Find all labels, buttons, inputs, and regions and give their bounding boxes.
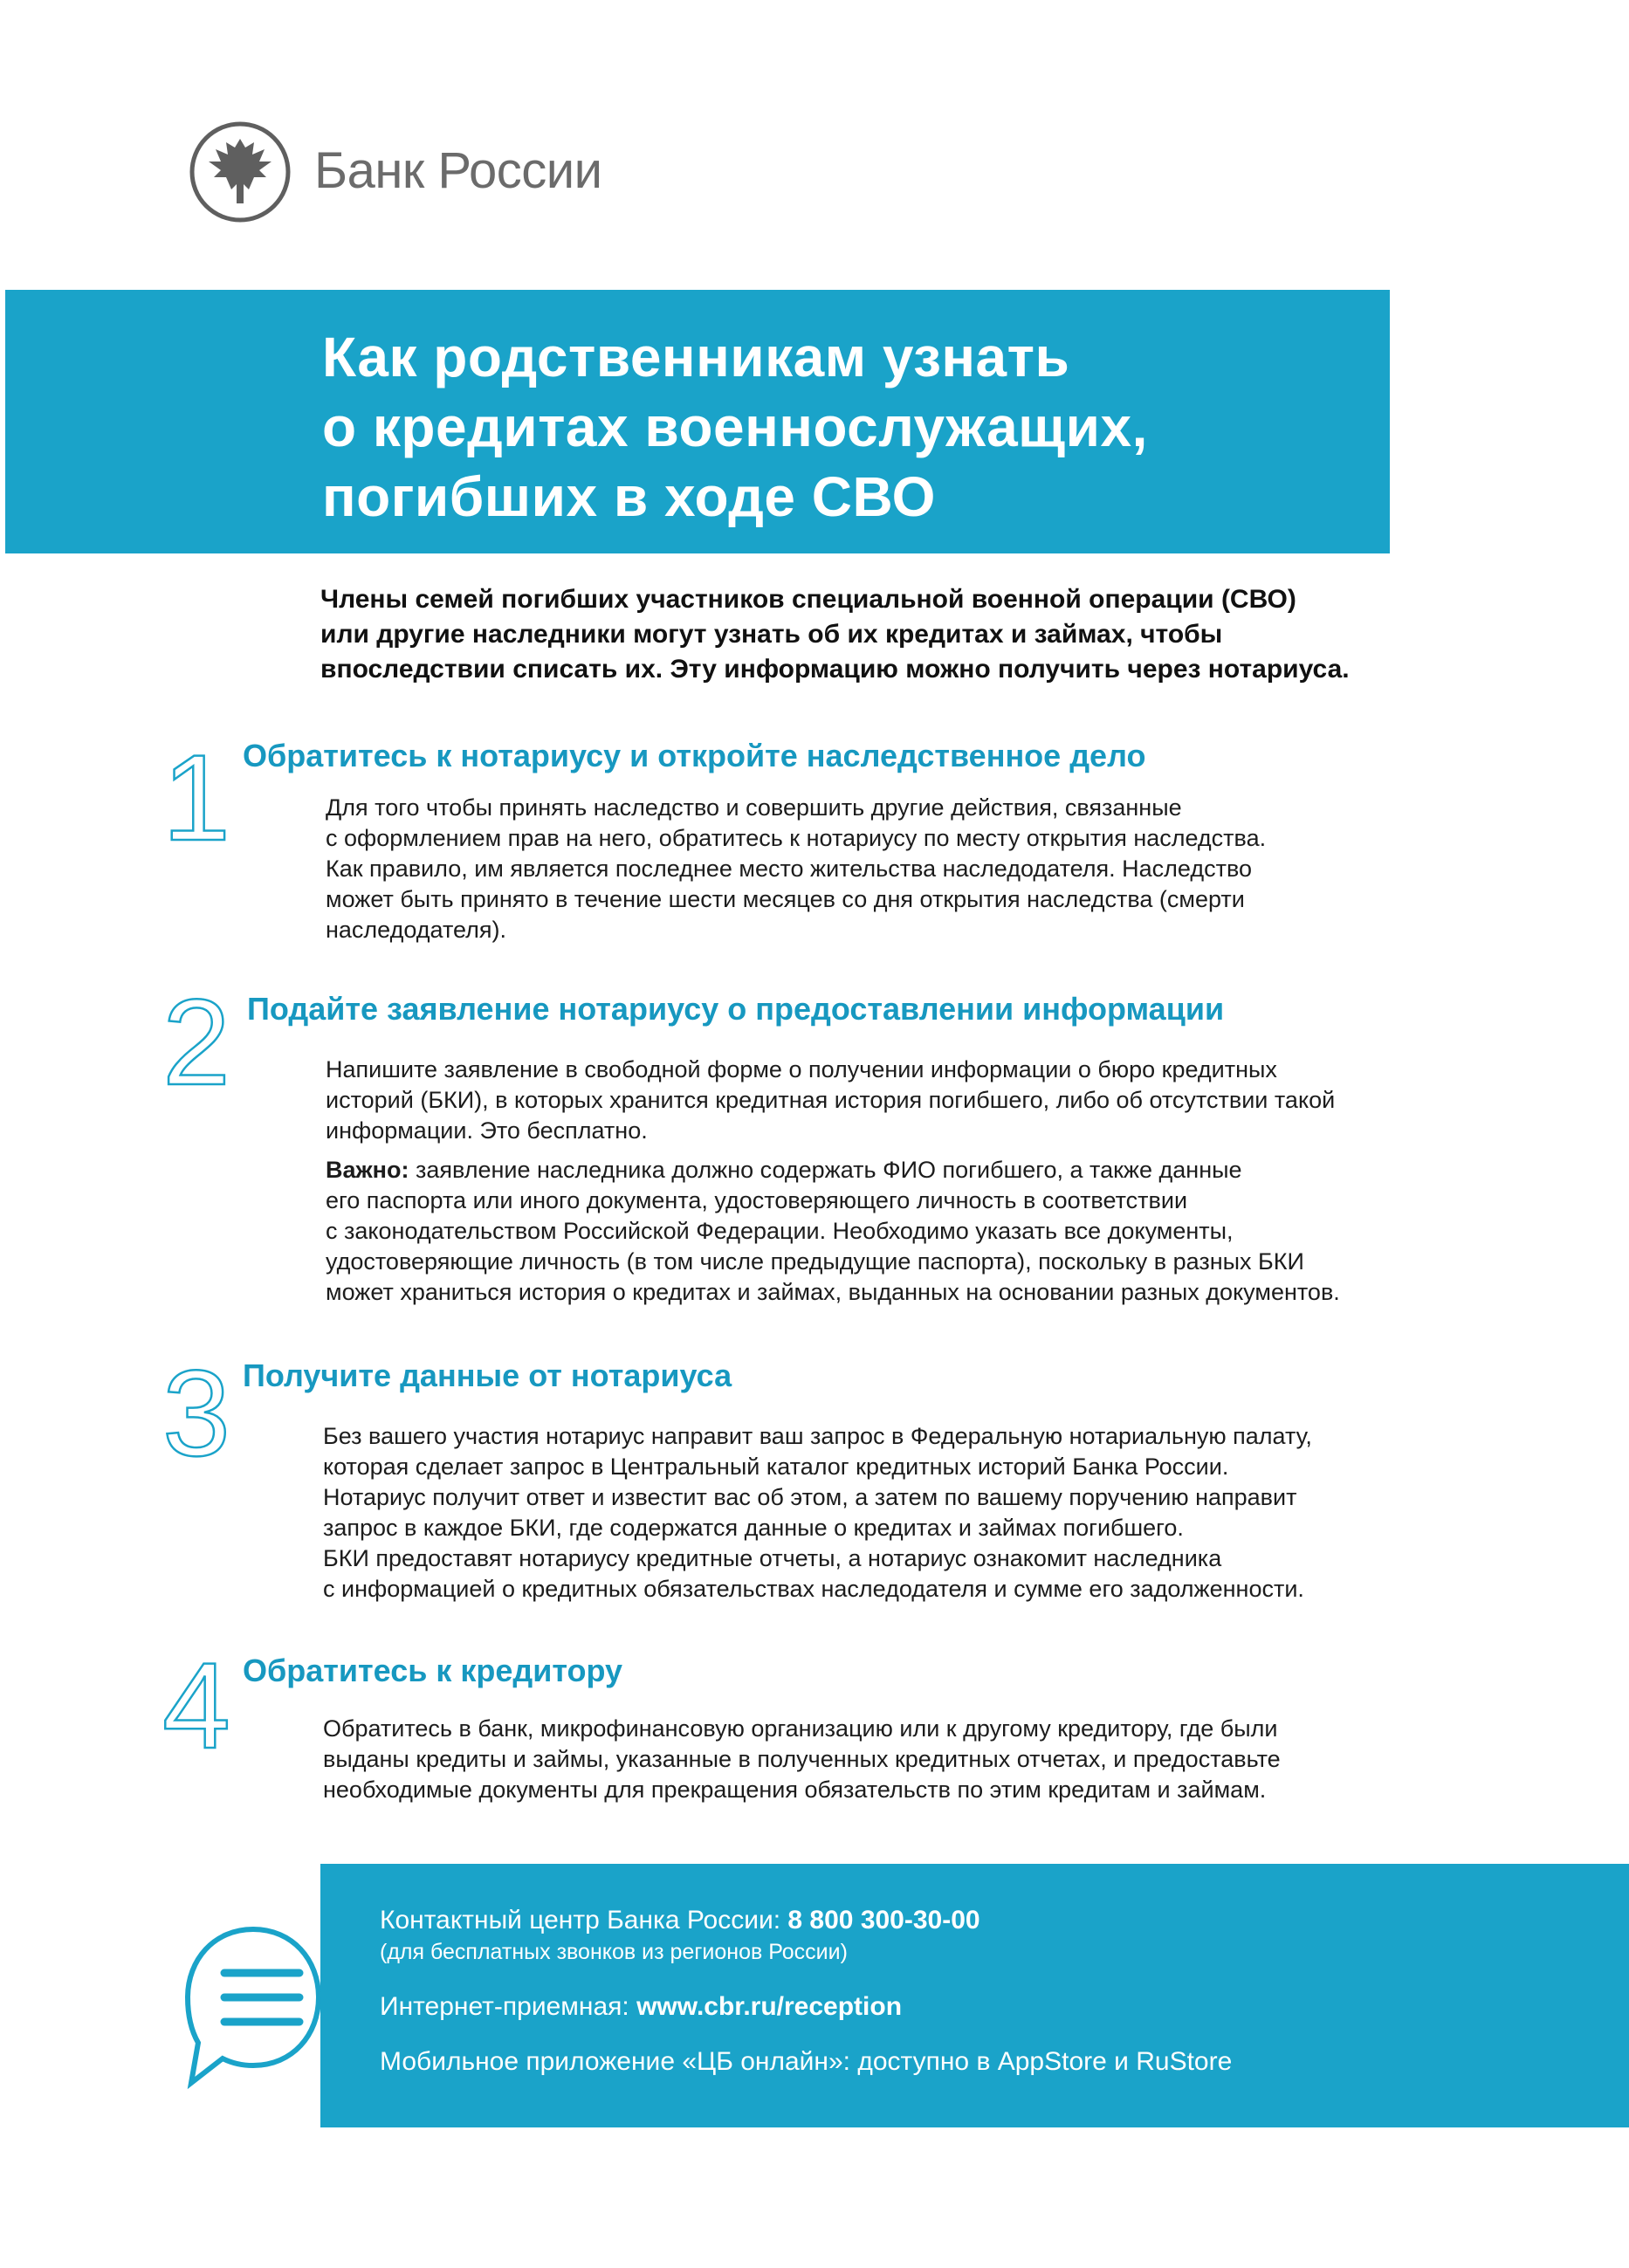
bank-logo bbox=[188, 115, 677, 229]
important-text: заявление наследника должно содержать ФИО погибшего, а также данные bbox=[409, 1157, 1242, 1183]
important-note-line: его паспорта или иного документа, удостоверяющего личность в соответствии bbox=[326, 1187, 1188, 1213]
step-text-line: запрос в каждое БКИ, где содержатся данные о кредитах и займах погибшего. bbox=[323, 1515, 1184, 1541]
important-label: Важно: bbox=[326, 1157, 409, 1183]
mobile-app-line: Мобильное приложение «ЦБ онлайн»: доступно в AppStore и RuStore bbox=[380, 2047, 1233, 2076]
double-headed-eagle-icon bbox=[188, 120, 292, 224]
page-title-line: Как родственникам узнать bbox=[322, 326, 1070, 388]
reception-link[interactable]: www.cbr.ru/reception bbox=[636, 1992, 903, 2021]
contact-center-line bbox=[380, 1906, 980, 1935]
step-text-line: историй (БКИ), в которых хранится кредитная история погибшего, либо об отсутствии такой bbox=[326, 1087, 1336, 1113]
step-number-text: 2 bbox=[162, 986, 230, 1100]
step-text-line: Без вашего участия нотариус направит ваш запрос в Федеральную нотариальную палату, bbox=[323, 1423, 1312, 1449]
step-text-line: информации. Это бесплатно. bbox=[326, 1117, 648, 1144]
step-title: Подайте заявление нотариусу о предоставлении информации bbox=[247, 991, 1225, 1027]
chat-bubble-icon bbox=[179, 1921, 327, 2095]
step-number-text: 1 bbox=[162, 742, 230, 856]
intro-line: или другие наследники могут узнать об их кредитах и займах, чтобы bbox=[320, 620, 1223, 649]
step-text-line: Нотариус получит ответ и известит вас об этом, а затем по вашему поручению направит bbox=[323, 1484, 1297, 1510]
step-text-line: с информацией о кредитных обязательствах наследодателя и сумме его задолженности. bbox=[323, 1576, 1304, 1602]
step-text-line: которая сделает запрос в Центральный каталог кредитных историй Банка России. bbox=[323, 1454, 1229, 1480]
bank-name: Банк России bbox=[314, 142, 602, 199]
step-text-line: Напишите заявление в свободной форме о получении информации о бюро кредитных bbox=[326, 1056, 1277, 1082]
title-banner bbox=[5, 290, 1390, 553]
intro-line: впоследствии списать их. Эту информацию можно получить через нотариуса. bbox=[320, 655, 1350, 684]
step-text-line: может быть принято в течение шести месяцев со дня открытия наследства (смерти bbox=[326, 886, 1245, 912]
step-text-line: наследодателя). bbox=[326, 917, 507, 943]
step-number-1 bbox=[144, 742, 249, 856]
page-title-line: о кредитах военнослужащих, bbox=[322, 395, 1148, 458]
step-number-4 bbox=[144, 1650, 249, 1763]
step-number-2 bbox=[144, 986, 249, 1100]
reception-label: Интернет-приемная: bbox=[380, 1992, 637, 2021]
important-note-line: удостоверяющие личность (в том числе предыдущие паспорта), поскольку в разных БКИ bbox=[326, 1248, 1304, 1275]
intro-line: Члены семей погибших участников специальной военной операции (СВО) bbox=[320, 585, 1296, 614]
contact-center-note: (для бесплатных звонков из регионов России) bbox=[380, 1940, 848, 1964]
step-text-line: Как правило, им является последнее место жительства наследодателя. Наследство bbox=[326, 856, 1253, 882]
important-note-line: с законодательством Российской Федерации. Необходимо указать все документы, bbox=[326, 1218, 1234, 1244]
important-note-line bbox=[326, 1157, 1242, 1184]
step-text-line: Для того чтобы принять наследство и совершить другие действия, связанные bbox=[326, 794, 1182, 821]
step-title: Обратитесь к кредитору bbox=[243, 1653, 623, 1688]
step-number-text: 3 bbox=[162, 1357, 230, 1471]
step-title: Получите данные от нотариуса bbox=[243, 1357, 732, 1393]
step-number-3 bbox=[144, 1357, 249, 1471]
important-note-line: может храниться история о кредитах и займах, выданных на основании разных документов. bbox=[326, 1279, 1340, 1305]
step-text-line: выданы кредиты и займы, указанные в полученных кредитных отчетах, и предоставьте bbox=[323, 1746, 1281, 1772]
page-title-line: погибших в ходе СВО bbox=[322, 465, 936, 528]
contact-center-label: Контактный центр Банка России: bbox=[380, 1906, 788, 1935]
step-text-line: Обратитесь в банк, микрофинансовую организацию или к другому кредитору, где были bbox=[323, 1715, 1278, 1742]
step-text-line: с оформлением прав на него, обратитесь к нотариусу по месту открытия наследства. bbox=[326, 825, 1267, 851]
step-title: Обратитесь к нотариусу и откройте наследственное дело bbox=[243, 738, 1146, 773]
step-number-text: 4 bbox=[162, 1650, 230, 1763]
step-text-line: необходимые документы для прекращения обязательств по этим кредитам и займам. bbox=[323, 1777, 1267, 1803]
step-text-line: БКИ предоставят нотариусу кредитные отчеты, а нотариус ознакомит наследника bbox=[323, 1545, 1222, 1571]
reception-line bbox=[380, 1992, 902, 2022]
contact-center-phone[interactable]: 8 800 300-30-00 bbox=[787, 1906, 980, 1935]
